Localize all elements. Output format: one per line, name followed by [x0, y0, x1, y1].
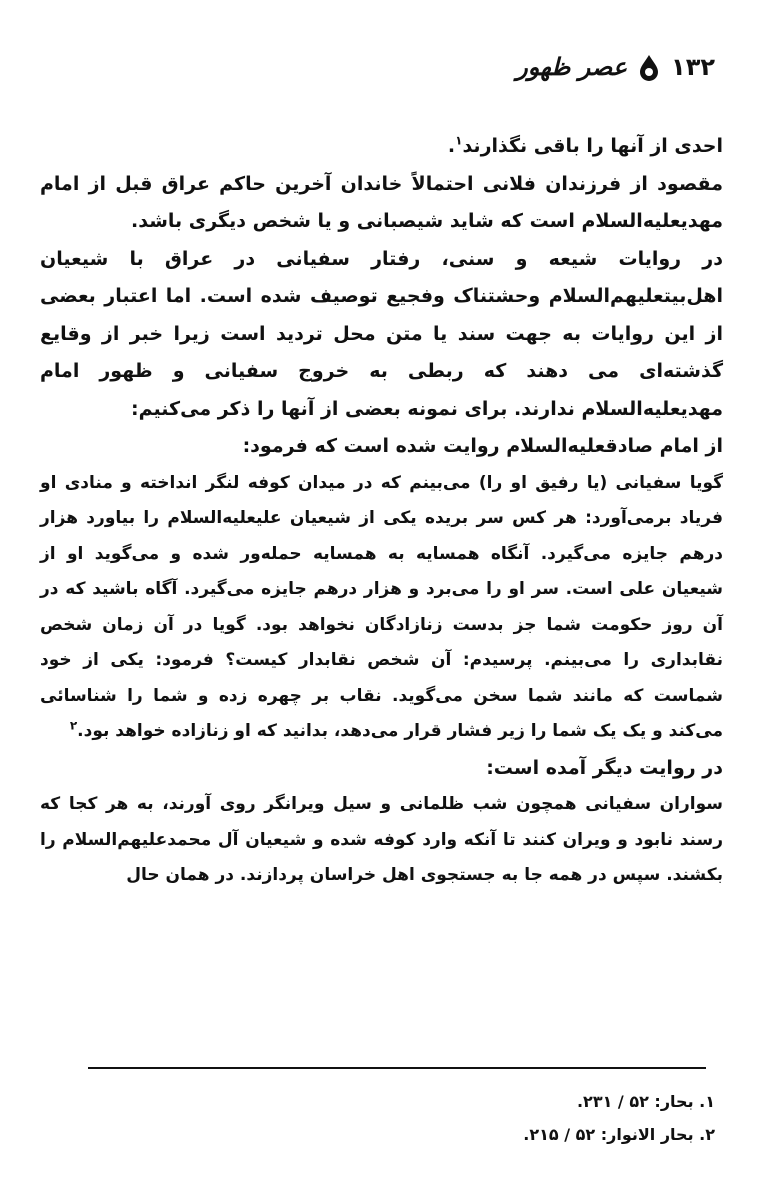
footnote: ۱. بحار: ۵۲ / ۲۳۱. [576, 1092, 715, 1111]
paragraph-continuation: احدی از آنها را باقی نگذارند$^۱$. [447, 133, 723, 157]
quotation-block: سواران سفیانی همچون شب ظلمانی و سیل ویرانگر روی آورند، به هر کجا که رسند نابود و ویران کنند تا آنکه وارد کوفه شده و شیعیان آل محمدعلیهم‌السلام را بکشند. سپس در همه جا به جستجوی اهل خراسان پردازند. در همان حال [40, 794, 723, 885]
footnote-marker-1: ۱ [455, 133, 463, 148]
footnote-divider [88, 1067, 706, 1069]
quotation-block: گویا سفیانی (یا رفیق او را) می‌بینم که در میدان کوفه لنگر انداخته و منادی او فریاد برمی‌آورد: هر کس سر بریده یکی از شیعیان علیعلیه‌السلام را بیاورد هزار درهم جایزه می‌گیرد. آنگاه همسایه به همسایه حمله‌ور شده و می‌گوید او از شیعیان علی است. سر او را می‌برد و هزار درهم جایزه می‌گیرد. آگاه باشید که در آن روز حکومت شما جز بدست زنازادگان نخواهد بود. گویا در آن زمان شخص نقابداری را می‌بینم. پرسیدم: آن شخص نقابدار کیست؟ فرمود: یکی از خود شماست که مانند شما سخن می‌گوید. نقاب بر چهره زده و شما را شناسائی می‌کند و یک یک شما را زیر فشار قرار می‌دهد، بدانید که او زنازاده خواهد بود.$^۲$ [40, 472, 723, 741]
paragraph: مقصود از فرزندان فلانی احتمالاً خاندان آخرین حاکم عراق قبل از امام مهدیعلیه‌السلام است که شاید شیصبانی و یا شخص دیگری باشد. [40, 172, 723, 232]
paragraph: در روایت دیگر آمده است: [486, 756, 723, 779]
footnote: ۲. بحار الانوار: ۵۲ / ۲۱۵. [523, 1125, 715, 1144]
drop-ornament-icon [637, 53, 661, 81]
paragraph: از امام صادقعلیه‌السلام روایت شده است که فرمود: [242, 435, 723, 457]
main-text [40, 128, 723, 894]
running-title: عصر ظهور [516, 52, 628, 81]
paragraph: در روایات شیعه و سنی، رفتار سفیانی در عراق با شیعیان اهل‌بیتعلیهم‌السلام وحشتناک وفجیع توصیف شده است. اما اعتبار بعضی از این روایات به جهت سند یا متن محل تردید است زیرا خبر از وقایع گذشته‌ای می دهند که ربطی به خروج سفیانی و ظهور امام مهدیعلیه‌السلام ندارند. برای نمونه بعضی از آنها را ذکر می‌کنیم: [40, 247, 723, 420]
footnotes [48, 1085, 715, 1151]
page-number: ۱۳۲ [671, 52, 715, 81]
page-header [516, 52, 715, 81]
footnote-marker-2: ۲ [69, 718, 78, 733]
